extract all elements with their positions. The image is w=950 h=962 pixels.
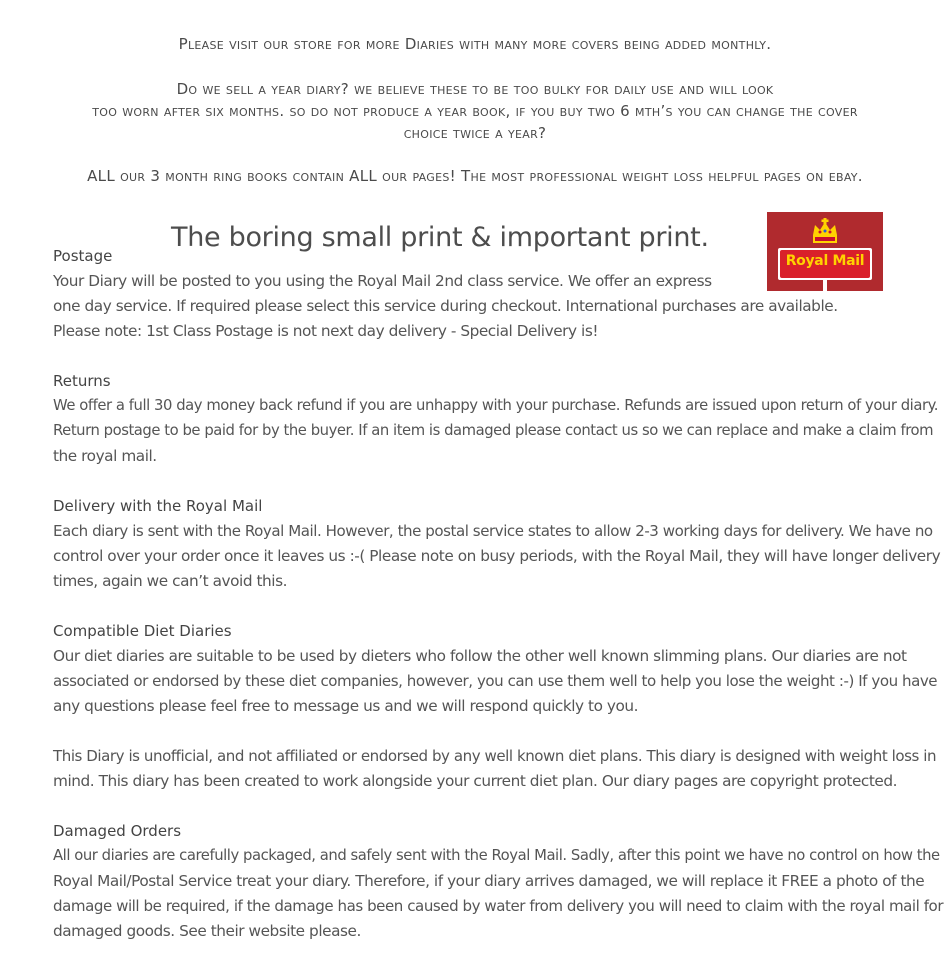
postage-line: Your Diary will be posted to you using the Royal Mail 2nd class service. We offer an express	[53, 272, 712, 290]
compatible-diaries-line: any questions please feel free to message us and we will respond quickly to you.	[53, 697, 639, 715]
postage-line: Please note: 1st Class Postage is not next day delivery - Special Delivery is!	[53, 322, 599, 340]
damaged-orders-line: Royal Mail/Postal Service treat your diary. Therefore, if your diary arrives damaged, we will replace it FREE a photo of the	[53, 872, 925, 890]
returns-line: We offer a full 30 day money back refund if you are unhappy with your purchase. Refunds are issued upon return of your diary.	[53, 397, 939, 414]
delivery-heading: Delivery with the Royal Mail	[53, 497, 263, 515]
postage-line: one day service. If required please select this service during checkout. International purchases are available.	[53, 297, 838, 315]
damaged-orders-heading: Damaged Orders	[53, 822, 182, 840]
year-diary-notice-line-1: Do we sell a year diary? we believe these to be too bulky for daily use and will look	[176, 80, 774, 98]
compatible-diaries-line: associated or endorsed by these diet companies, however, you can use them well to help you lose the weight :-) If you have	[53, 672, 938, 690]
year-diary-notice-line-3: choice twice a year?	[403, 124, 547, 142]
page-title: The boring small print & important print.	[171, 222, 709, 253]
store-notice: Please visit our store for more Diaries with many more covers being added monthly.	[178, 35, 772, 53]
damaged-orders-line: damage will be required, if the damage has been caused by water from delivery you will need to claim with the royal mail for	[53, 897, 944, 915]
ring-books-notice: ALL our 3 month ring books contain ALL our pages! The most professional weight loss helpful pages on ebay.	[87, 167, 863, 185]
postage-heading: Postage	[53, 247, 113, 265]
delivery-line: Each diary is sent with the Royal Mail. However, the postal service states to allow 2-3 working days for delivery. We have no	[53, 522, 933, 540]
delivery-line: times, again we can’t avoid this.	[53, 572, 288, 590]
year-diary-notice-line-2: too worn after six months. so do not produce a year book, if you buy two 6 mth’s you can change the cover	[92, 102, 858, 120]
damaged-orders-line: damaged goods. See their website please.	[53, 922, 361, 940]
compatible-diaries-heading: Compatible Diet Diaries	[53, 622, 232, 640]
damaged-orders-line: All our diaries are carefully packaged, and safely sent with the Royal Mail. Sadly, after this point we have no control on how the	[53, 847, 940, 864]
disclaimer-line: mind. This diary has been created to work alongside your current diet plan. Our diary pages are copyright protected.	[53, 772, 898, 790]
delivery-line: control over your order once it leaves us :-( Please note on busy periods, with the Royal Mail, they will have longer delivery	[53, 547, 941, 565]
returns-line: the royal mail.	[53, 447, 157, 465]
royal-mail-logo	[767, 212, 883, 291]
compatible-diaries-line: Our diet diaries are suitable to be used by dieters who follow the other well known slimming plans. Our diaries are not	[53, 647, 907, 665]
returns-heading: Returns	[53, 372, 111, 390]
disclaimer-line: This Diary is unofficial, and not affiliated or endorsed by any well known diet plans. This diary is designed with weight loss in	[53, 747, 937, 765]
crown-icon	[810, 218, 840, 246]
royal-mail-logo-text: Royal Mail	[785, 253, 865, 269]
returns-line: Return postage to be paid for by the buyer. If an item is damaged please contact us so we can replace and make a claim from	[53, 422, 934, 439]
